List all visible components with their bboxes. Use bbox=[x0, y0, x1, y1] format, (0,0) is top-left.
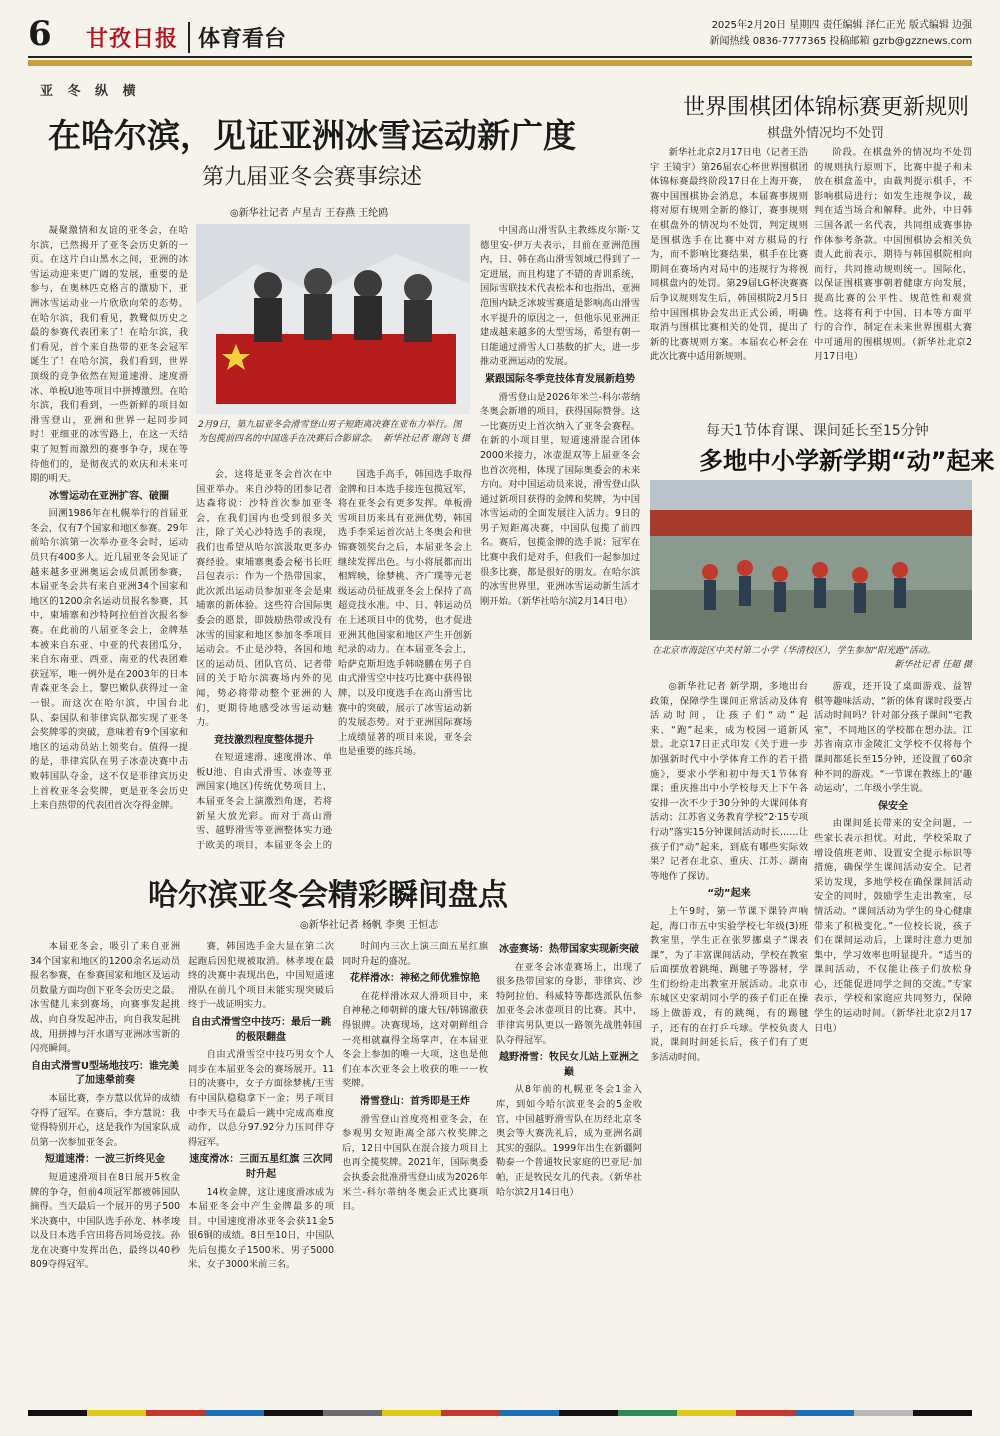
color-swatch bbox=[500, 1410, 559, 1416]
paragraph: 滑雪登山首度亮相亚冬会，在参观男女短距离全部六枚奖牌之后，12日中国队在混合接力项目上也再全揽奖牌。2021年，国际奥委会执委会批准滑雪登山成为2026年米兰-科尔蒂纳冬奥会正式比赛项目。 bbox=[342, 1113, 488, 1213]
go-column-2 bbox=[814, 146, 972, 408]
contact-info: 新闻热线 0836-7777365 投稿邮箱 gzrb@gzznews.com bbox=[709, 36, 972, 47]
caption-text: 在北京市海淀区中关村第二小学（华清校区），学生参加“阳光跑”活动。 bbox=[652, 646, 936, 656]
second-headline: 哈尔滨亚冬会精彩瞬间盘点 bbox=[148, 878, 508, 913]
school-photo-caption bbox=[652, 644, 972, 672]
paragraph: 游戏，还开设了桌面游戏、益智棋等趣味活动，“新的体育课时段要占活动时间吗？针对部分孩子课间“宅教室”，不同地区的学校都在想办法。江苏省南京市金陵汇文学校不仅将每个课间都延长至15分钟，还设置了60余种不同的游戏。“一节课在教练上的‘趣动运动’，二年级小学生说。 bbox=[814, 681, 972, 795]
second-byline: ◎新华社记者 杨帆 李奥 王恒志 bbox=[300, 920, 439, 931]
main-column-3 bbox=[338, 468, 472, 852]
color-swatch bbox=[795, 1410, 854, 1416]
second-column-1 bbox=[30, 940, 180, 1398]
color-swatch bbox=[28, 1410, 87, 1416]
paragraph: 短道速滑项目在8日展开5枚金牌的争夺，但前4项冠军都被韩国队摘得。当天最后一个展开的男子500米决赛中，中国队选手孙龙、林孝埈以及日本选手宫田将吾同场竞技。孙龙在决赛中发挥出色，最终以40秒809夺得冠军。 bbox=[30, 1171, 180, 1271]
caption-credit: 新华社记者 任超 摄 bbox=[894, 660, 972, 670]
photo-caption bbox=[198, 418, 470, 446]
subheading: 速度滑冰：三面五星红旗 三次同时升起 bbox=[189, 1154, 333, 1180]
ski-mountaineering-photo bbox=[196, 224, 470, 414]
main-subheadline: 第九届亚冬会赛事综述 bbox=[202, 165, 423, 190]
subheading: 保安全 bbox=[878, 800, 908, 812]
school-headline: 多地中小学新学期“动”起来 bbox=[699, 447, 995, 475]
subheading: 越野滑雪：牧民女儿站上亚洲之巅 bbox=[499, 1052, 639, 1078]
main-column-1 bbox=[30, 224, 188, 852]
color-swatch bbox=[913, 1410, 972, 1416]
school-photo bbox=[650, 480, 972, 640]
edition-info: 2025年2月20日 星期四 责任编辑 泽仁正光 版式编辑 边强 bbox=[711, 20, 972, 31]
section-title: 体育看台 bbox=[188, 22, 286, 53]
newspaper-logo: 甘孜日报 bbox=[86, 26, 179, 52]
color-swatch bbox=[87, 1410, 146, 1416]
subheading: 冰壶赛场：热带国家实现新突破 bbox=[499, 944, 639, 955]
paragraph: 国选手高手，韩国选手取得金牌和日本选手接连包揽冠军，将在亚冬会有更多发挥。单板滑雪项目历来具有亚洲优势，韩国选手李采运首次站上冬奥会和世锦赛领奖台之后，本届亚冬会上继续发挥出色。与小将展都而出相辉映，徐梦桃、齐广璞等元老级运动员征战亚冬会上保持了高超竞技水准。中、日、韩运动员在上述项目中的优势，也才促进亚洲其他国家和地区产生开创新纪录的动力。在本届亚冬会上，哈萨克斯坦选手韩晓鹏在男子自由式滑雪空中技巧比赛中获得银牌，以及印度选手在高山滑雪比赛中的突破，展示了冰雪运动新的发展态势。对于亚洲国际赛场上成绩显著的项目来说，亚冬会也是重要的练兵场。 bbox=[338, 469, 472, 758]
column-tag: 亚 冬 纵 横 bbox=[40, 84, 141, 99]
second-column-4 bbox=[496, 940, 642, 1398]
masthead-divider bbox=[28, 60, 972, 66]
paragraph: 赛，韩国选手金大显在第二次起跑后因犯规被取消。林孝埈在最终的决赛中表现出色，中国短道速滑队在前几个项目未能实现突破后终于一战证明实力。 bbox=[188, 941, 334, 1011]
subheading: 紧跟国际冬季竞技体育发展新趋势 bbox=[485, 373, 635, 385]
color-swatch bbox=[323, 1410, 382, 1416]
color-swatch bbox=[441, 1410, 500, 1416]
go-subheadline: 棋盘外情况均不处罚 bbox=[767, 126, 885, 141]
subheading: 冰雪运动在亚洲扩容、破圈 bbox=[49, 490, 169, 502]
paragraph: 14枚金牌，这让速度滑冰成为本届亚冬会中产生金牌最多的项目。中国速度滑冰亚冬会获11金5银6铜的成绩。8日至10日，中国队先后包揽女子1500米、男子5000米、女子3000米前三名。 bbox=[188, 1186, 334, 1271]
subheading: 花样滑冰：神秘之师优雅惊艳 bbox=[350, 973, 480, 985]
color-swatch bbox=[559, 1410, 618, 1416]
page-number: 6 bbox=[28, 14, 52, 54]
paragraph: 本届比赛，李方慧以优异的成绩夺得了冠军。在赛后，李方慧说：我觉得特别开心，这是我作为国家队成员第一次参加亚冬会。 bbox=[30, 1092, 180, 1148]
go-headline: 世界围棋团体锦标赛更新规则 bbox=[683, 95, 970, 120]
paragraph: 上午9时，第一节课下课铃声响起，海口市五中实验学校七年级(3)班教室里，学生正在张罗挪桌子“课表课”，为了丰富课间活动，学校在教室后面摆放着跳绳、踢毽子等器材，学生们纷纷走出教室开展活动。北京市东城区史家胡同小学的孩子们正在操场上做游戏，有的跳绳，有的踢毽子，还有的在打乒乓球。学校负责人说，课间时间延长后，孩子们有了更多活动时间。 bbox=[650, 905, 808, 1063]
students-running-illustration bbox=[650, 480, 972, 640]
subheading: 自由式滑雪空中技巧：最后一跳的极限翻盘 bbox=[191, 1016, 331, 1043]
school-column-1 bbox=[650, 680, 808, 1398]
color-swatch bbox=[146, 1410, 205, 1416]
go-column-1 bbox=[650, 146, 808, 408]
school-subheadline: 每天1节体育课、课间延长至15分钟 bbox=[706, 423, 929, 439]
color-swatch bbox=[264, 1410, 323, 1416]
paragraph: 会，这将是亚冬会首次在中国亚举办。来自沙特的团参记者达森将说：沙特首次参加亚冬会，在我们国内也受到很多关注，除了关心沙特选手的表现，我们也希望从哈尔滨汲取更多办赛经验。柬埔寨奥委会秘书长旺吕包表示：作为一个热带国家，此次派出运动员参加亚冬会是柬埔寨的新体验。这些符合国际奥委会的愿景，即鼓励热带或没有冰雪的国家和地区参加冬季项目运动会。不止是沙特，各国和地区的运动员、团队官员、记者带回的关于哈尔滨赛场内外的见闻，势必将带动整个亚洲的人们，更期待地感受冰雪运动魅力。 bbox=[196, 469, 332, 729]
subheading: 短道速滑：一波三折终见金 bbox=[45, 1154, 165, 1166]
main-headline: 在哈尔滨，见证亚洲冰雪运动新广度 bbox=[48, 116, 576, 155]
main-column-4 bbox=[480, 224, 640, 852]
main-byline: ◎新华社记者 卢星吉 王春燕 王纶鸥 bbox=[230, 208, 389, 219]
paragraph: 中国高山滑雪队主教练皮尔斯·艾德里安-伊万夫表示，目前在亚洲范围内，日、韩在高山滑雪领域已得到了一定进展，而且构建了不错的青训系统，国际雪联技术代表松本和也指出，亚洲范围内缺乏冰坡雪赛道是影响高山滑雪水平提升的原因之一，但他乐见亚洲正建成越来越多的大型雪场，希望有朝一日能通过滑雪人口基数的扩大，进一步推动亚洲运动的发展。 bbox=[480, 225, 640, 368]
paragraph: 滑雪登山是2026年米兰-科尔蒂纳冬奥会新增的项目，获得国际赞誉。这一比赛历史上首次纳入了亚冬会赛程。在新的小项目里，短道速滑混合团体2000米接力，冰壶混双等上届亚冬会也首次亮相，体现了国际奥委会的未来方向。对中国运动员来说，滑雪登山队通过新项目获得的金牌和奖牌，为中国冰雪运动的全面发展注入活力。9日的男子短距离决赛，中国队包揽了前四名。赛后，包揽金牌的选手说：冠军在比赛中我们是对手，但我们一起参加过很多比赛，都是很好的朋友。在哈尔滨的冰雪世界里，亚洲冰雪运动新生活才刚开始。（新华社哈尔滨2月14日电） bbox=[480, 391, 640, 607]
main-column-2 bbox=[196, 468, 332, 852]
paragraph: 新华社北京2月17日电（记者王浩宇 王镜宇）第26届农心杯世界围棋团体锦标赛最终阶段17日在上海开赛，赛中国围棋协会消息，本届赛事规则将对原有规则全新的修订，赛事规则在棋盘外的情况均不处罚，判定规则是围棋选手在比赛中对方棋局的行为，而不影响比赛结果，棋手在比赛期间在赛场内对局中的违规行为将视同棋盘内的处罚。第29届LG杯决赛赛后争议规则发生后，韩国棋院2月5日给中国围棋协会发出正式公函，明确取消与围棋比赛相关的处罚，提出了新的比赛规则方案。本届农心杯会在此次比赛中适用新规则。 bbox=[650, 147, 808, 363]
color-swatch bbox=[382, 1410, 441, 1416]
subheading: 滑雪登山：首秀即是王炸 bbox=[360, 1095, 470, 1107]
paragraph: 凝聚激情和友谊的亚冬会，在哈尔滨，已然揭开了亚冬会历史新的一页。在这片白山黑水之间，亚洲的冰雪运动迎来更广阔的发展，重要的是参与，在奥林匹克格言的激励下，亚洲冰雪运动业一片欣欣向荣的态势。在哈尔滨，我们看见，教鹭似历史之最的参赛代表团来了！在哈尔滨，我们看见，首个来自热带的亚冬会冠军诞生了！在哈尔滨，我们看到，世界顶级的竞争依然在短道速滑、速度滑冰、单板U池等项目中拼搏激烈。在哈尔滨，我们看到，一些新鲜的项目如滑雪登山，亚洲和世界一起同步同时！亚细亚的冰雪路上，在这一天结束了短暂而激烈的赛事争夺，现在等待他们的，是彻夜式的欢庆和未来可期的明天。 bbox=[30, 225, 188, 485]
masthead bbox=[28, 12, 972, 58]
subheading: “动”起来 bbox=[707, 888, 751, 900]
paragraph: 在短道速滑、速度滑冰、单板U池、自由式滑雪、冰壶等亚洲国家(地区)传统优势项目上，本届亚冬会上演激烈角逐，若将新星大放光彩。而对于高山滑雪、越野滑雪等亚洲整体实力逊于欧美的项目，本届亚冬会上的 bbox=[196, 752, 332, 851]
paragraph: 自由式滑雪空中技巧男女个人同步在本届亚冬会的赛场展开。11日的决赛中，女子方面徐梦桃/王雪有中国队稳稳拿下一金；男子项目中李天马在最后一跳中完成高难度动作，以总分97.92分力压同伴夺得冠军。 bbox=[188, 1049, 334, 1148]
paragraph: 由课间延长带来的安全问题，一些家长表示担忧。对此，学校采取了增设值班老师、设置安全提示标识等措施，确保学生课间活动安全。记者采访发现，多地学校在确保课间活动安全的同时，鼓励学生走出教室，尽情活动。“课间活动为学生的身心健康带来了积极变化。”一位校长说，孩子们在课间运动后，上课时注意力更加集中，学习效率也明显提升。“适当的课间活动，不仅能让孩子们放松身心，还能促进同学之间的交流。”专家表示，学校和家庭应共同努力，保障学生的运动时间。（新华社北京2月17日电） bbox=[814, 818, 972, 1034]
color-swatch bbox=[854, 1410, 913, 1416]
paragraph: 在花样滑冰双人滑项目中，来自神秘之师朝鲜的廉大钰/韩锦澈获得银牌。决赛现场，这对朝鲜组合一亮相就赢得全场掌声，在本届亚冬会上参加的唯一大项，这也是他们在本次亚冬会上收获的唯一一枚奖牌。 bbox=[342, 990, 488, 1090]
school-column-2 bbox=[814, 680, 972, 1398]
color-swatch bbox=[677, 1410, 736, 1416]
paragraph: 从8年前的札幌亚冬会1金入库，到如今哈尔滨亚冬会的5金收官，中国越野滑雪队在历经北京冬奥会等大赛洗礼后，成为亚洲名副其实的强队。1999年出生在新疆阿勒泰一个普通牧民家庭的巴亚尼·加帕，正是牧民女儿的代表。（新华社哈尔滨2月14日电） bbox=[496, 1084, 642, 1198]
paragraph: 阶段。在棋盘外的情况均不处罚的规则执行原则下，比赛中提子和未放在棋盒盖中，由裁判提示棋手，不影响棋局进行；如发生违规争议，裁判在适当场合和解释。此外，中日韩三国各派一名代表，共同组成赛事协作体参考条款。中国围棋协会相关负责人此前表示，期待与韩国棋院相向而行，共同推动规则统一。国际化，以保证围棋赛事朝着健康方向发展，提高比赛的公平性、规范性和观赏性。这将有利于中国、日本等方面平行的合作，制定在未来世界围棋大赛中可通用的围棋规则。（新华社北京2月17日电） bbox=[814, 147, 972, 363]
print-color-bar bbox=[28, 1410, 972, 1416]
subheading: 竞技激烈程度整体提升 bbox=[214, 734, 314, 746]
second-column-2 bbox=[188, 940, 334, 1398]
color-swatch bbox=[205, 1410, 264, 1416]
paragraph: 在亚冬会冰壶赛场上，出现了很多热带国家的身影，菲律宾、沙特阿拉伯、科威特等都选派队伍参加亚冬会冰壶项目的比赛。其中，菲律宾男队更以一路领先战胜韩国队夺得冠军。 bbox=[496, 961, 642, 1046]
athletes-flag-illustration bbox=[196, 224, 470, 414]
paragraph: 本届亚冬会，吸引了来自亚洲34个国家和地区的1200余名运动员报名参赛，在参赛国家和地区及运动员数量方面均创下亚冬会历史之最。冰雪健儿来到赛场，向赛事发起挑战、向自身发起冲击，向自我发起挑战，用拼搏与汗水谱写亚洲冰雪新的闪亮瞬间。 bbox=[30, 941, 180, 1055]
paragraph: ◎新华社记者 新学期，多地出台政策，保障学生课间正常活动及体育活动时间，让孩子们“动”起来、“跑”起来，成为校园一道新风景。北京17日正式印发《关于进一步加强新时代中小学体育工作的若干措施》，要求小学和初中每天1节体育课；重庆推出中小学校每天上下午各安排一次不少于30分钟的大课间体育活动；江苏省义务教育学校“2·15专项行动”落实15分钟课间活动时长……让孩子们“动”起来，到底有哪些实际效果？记者在北京、重庆、江苏、湖南等地作了探访。 bbox=[650, 681, 808, 882]
subheading: 自由式滑雪U型场地技巧：谁完美了加速晕前奏 bbox=[30, 1060, 180, 1087]
paragraph: 时间内三次上演三面五星红旗同时升起的盛况。 bbox=[342, 941, 488, 967]
color-swatch bbox=[736, 1410, 795, 1416]
paragraph: 回溯1986年在札幌举行的首届亚冬会，仅有7个国家和地区参赛。29年前哈尔滨第一次举办亚冬会时，运动员只有400多人。近几届亚冬会见证了越来越多亚洲奥运会成员派团参赛，本届亚冬会共有来自亚洲34个国家和地区的1200余名运动员报名参赛，其中，柬埔寨和沙特阿拉伯首次报名参赛。在此前的八届亚冬会上，金牌基本被来自东亚、中亚的代表团瓜分，来自东南亚、西亚、南亚的代表团难获冠军，唯一例外是在2003年的日本青森亚冬会上，黎巴嫩队获得过一金一银。而这次在哈尔滨，中国台北队、泰国队和菲律宾队都实现了亚冬会奖牌零的突破，意味着有9个国家和地区的运动员站上领奖台。值得一提的是，菲律宾队在男子冰壶决赛中击败韩国队夺金，这不仅是菲律宾历史上首枚亚冬会奖牌，更是亚冬会历史上来自热带的代表团首次夺得金牌。 bbox=[30, 508, 188, 812]
color-swatch bbox=[618, 1410, 677, 1416]
caption-text: 2月9日，第九届亚冬会滑雪登山男子短距离决赛在亚布力举行。图为包揽前四名的中国选手在决赛后合影留念。 bbox=[198, 420, 462, 444]
caption-credit: 新华社记者 谢剑飞 摄 bbox=[383, 434, 470, 444]
second-column-3 bbox=[342, 940, 488, 1398]
